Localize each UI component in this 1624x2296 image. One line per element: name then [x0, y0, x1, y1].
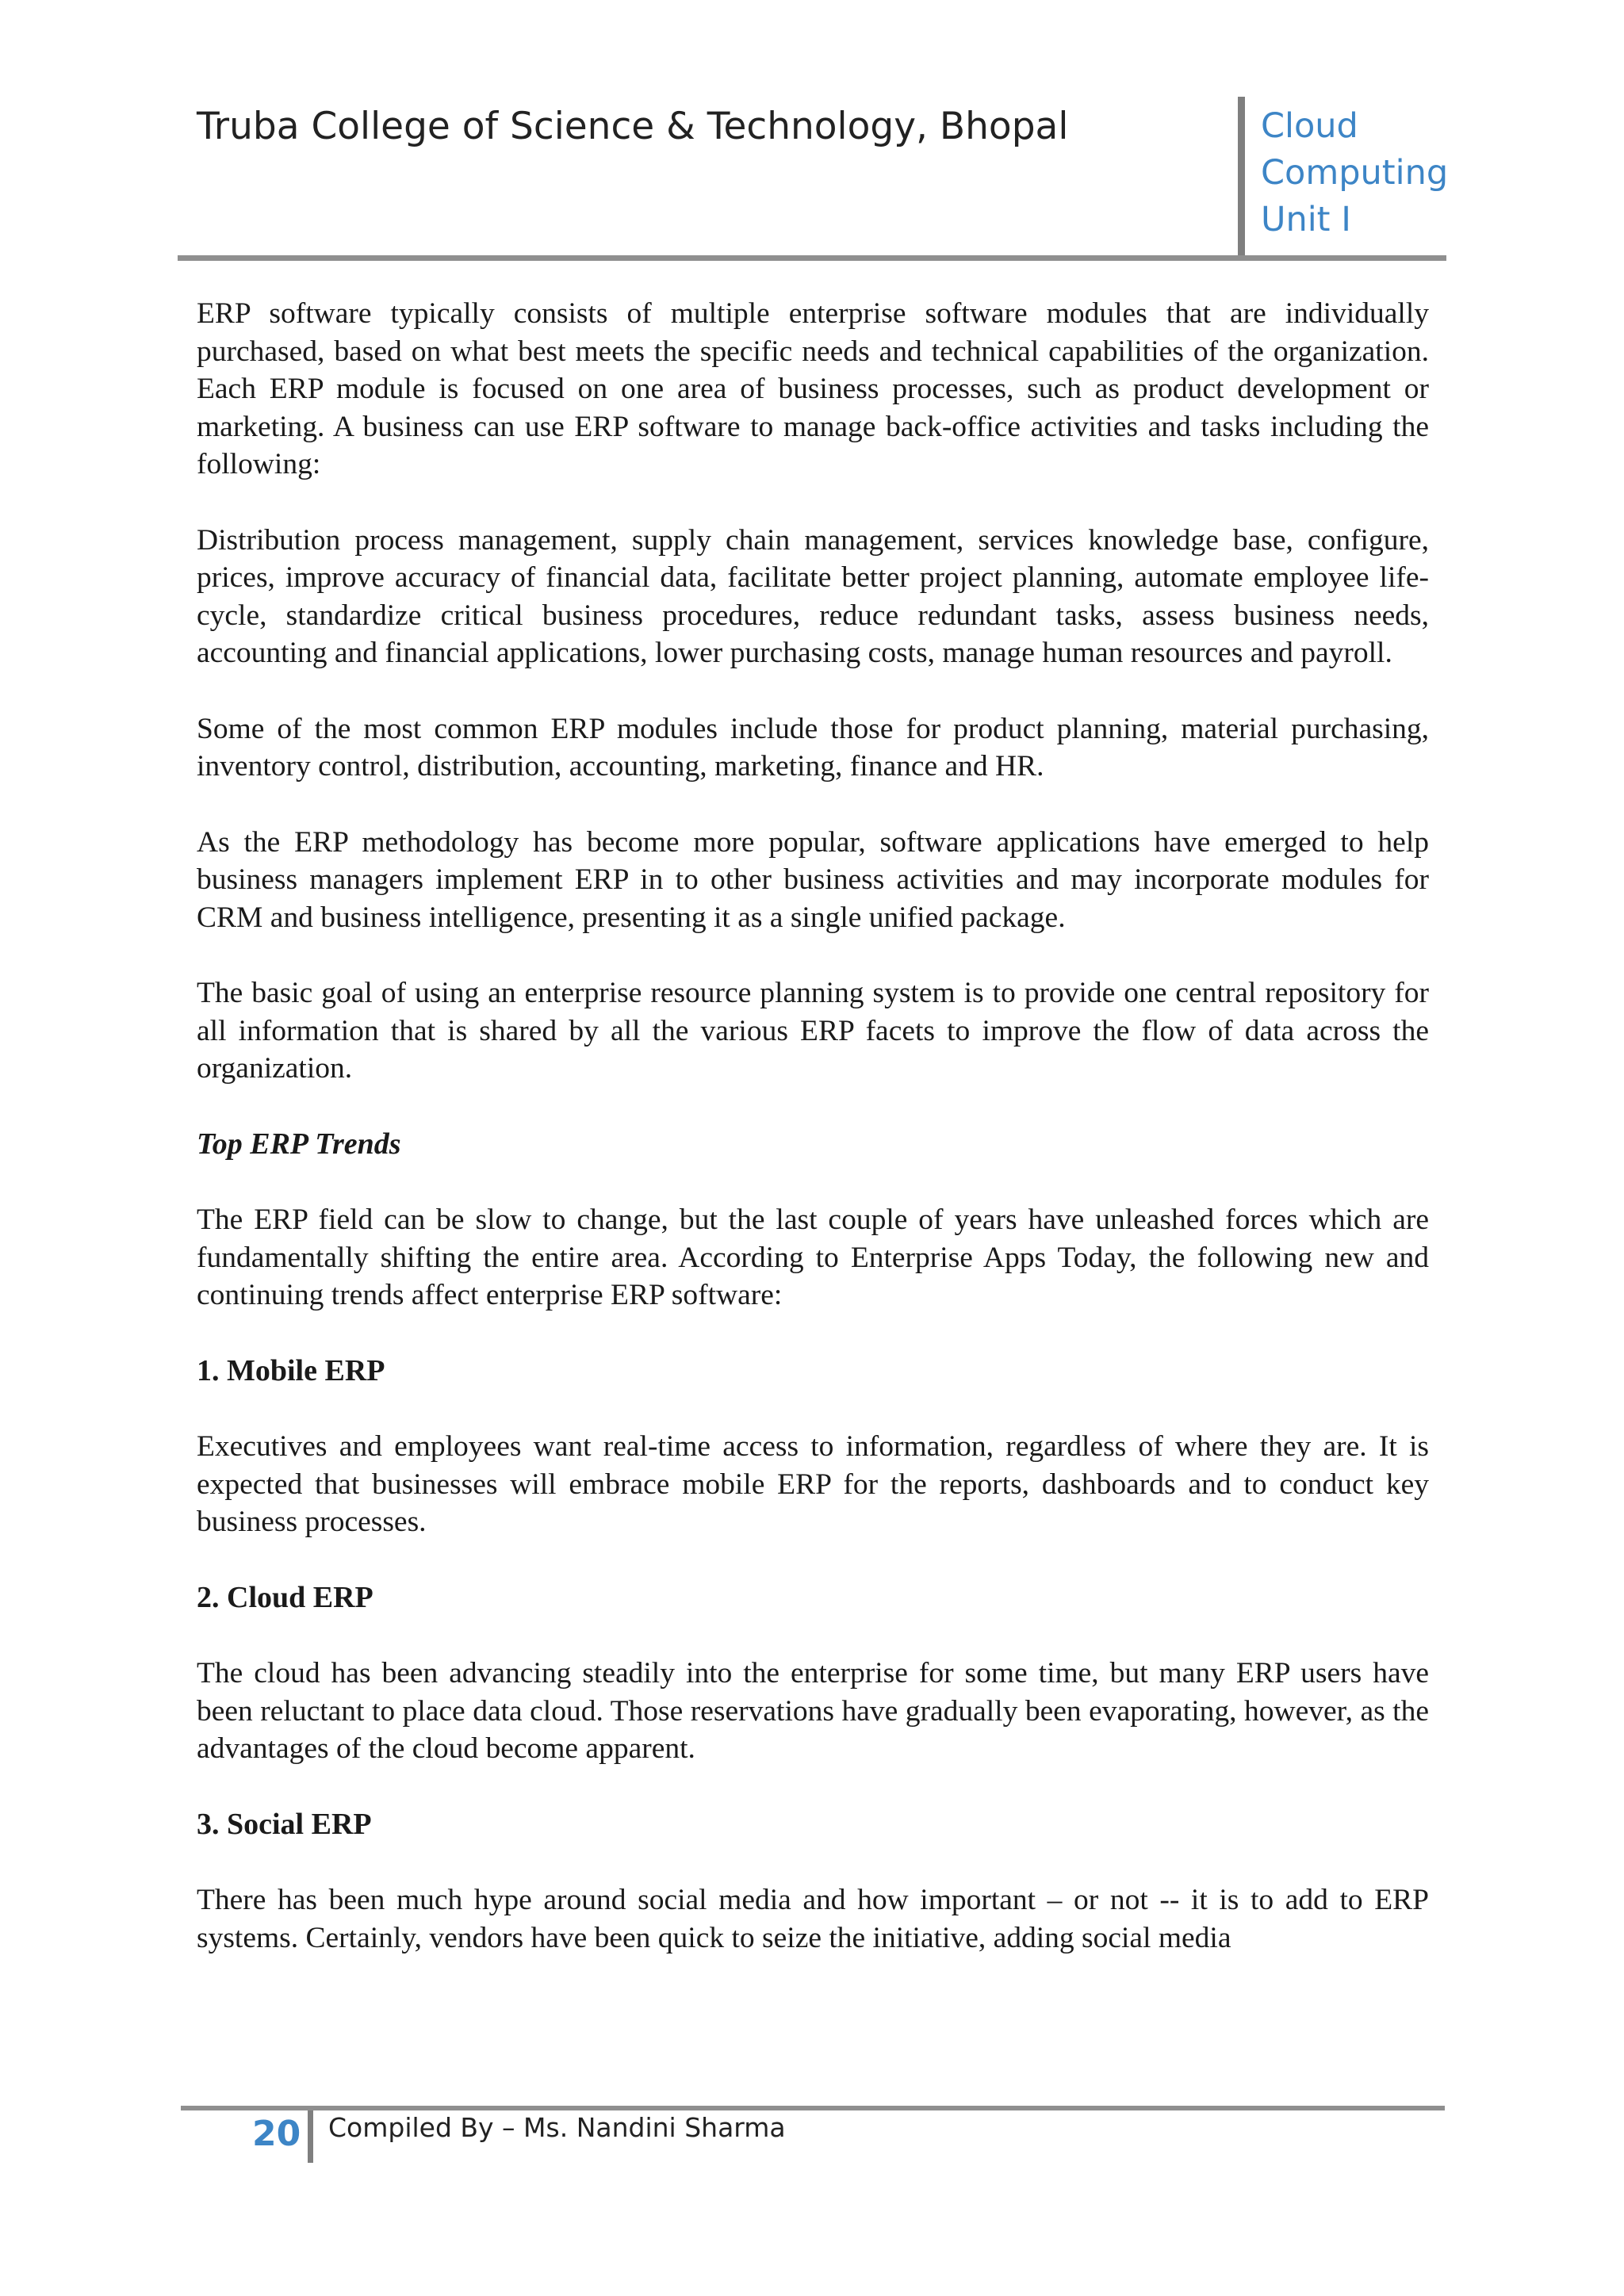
header-subject-line-3: Unit I: [1261, 200, 1351, 239]
paragraph-erp-modules: ERP software typically consists of multiple enterprise software modules that are individually purchased, based on what best meets the specific needs and technical capabilities of the organization. Each ERP module is focused on one area of business processes, such as product development or marketing. A business can use ERP software to manage back-office activities and tasks including the following:: [197, 297, 1429, 480]
header-subject: [1261, 103, 1448, 243]
page-body: [197, 295, 1429, 1995]
paragraph-erp-goal: The basic goal of using an enterprise resource planning system is to provide one central repository for all information that is shared by all the various ERP facets to improve the flow of data across the organization.: [197, 977, 1429, 1085]
paragraph-cloud-erp: The cloud has been advancing steadily into the enterprise for some time, but many ERP users have been reluctant to place data cloud. Those reservations have gradually been evaporating, however, as the advantages of the cloud become apparent.: [197, 1657, 1429, 1765]
paragraph-social-erp: There has been much hype around social media and how important – or not -- it is to add to ERP systems. Certainly, vendors have been quick to seize the initiative, adding social media: [197, 1884, 1429, 1954]
header-subject-line-2: Computing: [1261, 153, 1449, 193]
heading-cloud-erp: 2. Cloud ERP: [197, 1580, 373, 1614]
page-number: 20: [252, 2114, 301, 2154]
footer-divider: [308, 2110, 313, 2163]
paragraph-erp-activities: Distribution process management, supply chain management, services knowledge base, configure, prices, improve accuracy of financial data, facilitate better project planning, automate employee life-cycle, standardize critical business procedures, reduce redundant tasks, assess business needs, accounting and financial applications, lower purchasing costs, manage human resources and payroll.: [197, 523, 1429, 669]
paragraph-common-modules: Some of the most common ERP modules include those for product planning, material purchasing, inventory control, distribution, accounting, marketing, finance and HR.: [197, 712, 1429, 783]
header-subject-line-1: Cloud: [1261, 106, 1358, 146]
footer-credit: Compiled By – Ms. Nandini Sharma: [328, 2112, 786, 2143]
header-institution: Truba College of Science & Technology, Bhopal: [197, 105, 1069, 148]
paragraph-trends-intro: The ERP field can be slow to change, but the last couple of years have unleashed forces which are fundamentally shifting the entire area. According to Enterprise Apps Today, the following new and continuing trends affect enterprise ERP software:: [197, 1203, 1429, 1311]
heading-mobile-erp: 1. Mobile ERP: [197, 1353, 385, 1387]
heading-social-erp: 3. Social ERP: [197, 1807, 372, 1841]
header-rule: [178, 255, 1446, 261]
paragraph-erp-methodology: As the ERP methodology has become more popular, software applications have emerged to help business managers implement ERP in to other business activities and may incorporate modules for CRM and business intelligence, presenting it as a single unified package.: [197, 825, 1429, 934]
header-divider: [1238, 97, 1245, 255]
footer-rule: [181, 2106, 1445, 2110]
heading-top-erp-trends: Top ERP Trends: [197, 1127, 401, 1161]
paragraph-mobile-erp: Executives and employees want real-time access to information, regardless of where they are. It is expected that businesses will embrace mobile ERP for the reports, dashboards and to conduct key business processes.: [197, 1430, 1429, 1538]
